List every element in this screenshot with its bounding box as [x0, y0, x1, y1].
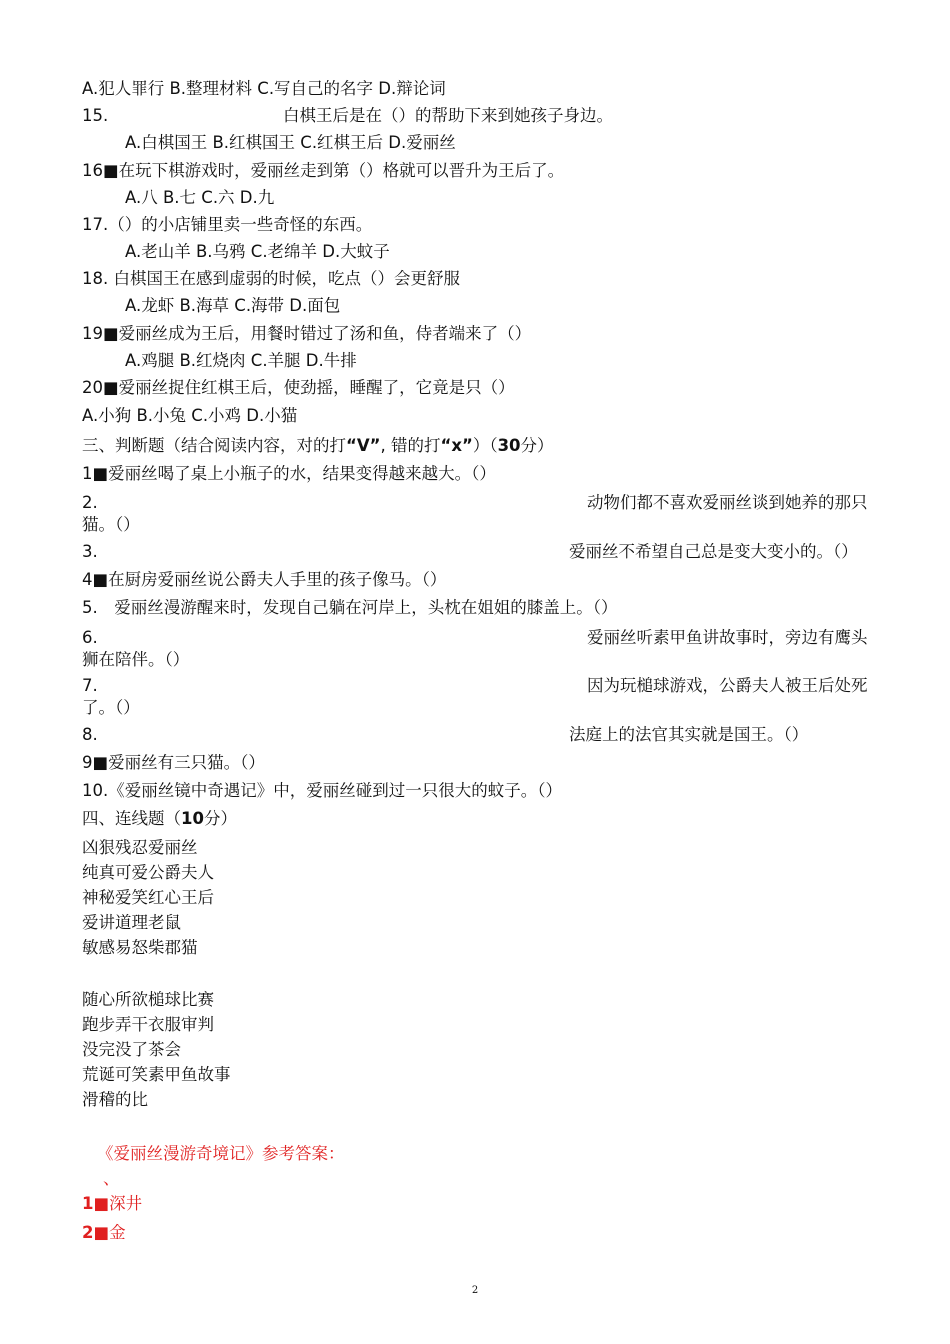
tf-item-6-number: 6. [82, 628, 98, 647]
match-right-item: 荒诞可笑素甲鱼故事 [82, 1065, 231, 1084]
question-17-text: 17.（）的小店铺里卖一些奇怪的东西。 [82, 215, 373, 234]
question-19-options: A.鸡腿 B.红烧肉 C.羊腿 D.牛排 [125, 351, 357, 370]
question-15-number: 15. [82, 106, 109, 125]
section-4-heading: 四、连线题（10分） [82, 809, 237, 828]
match-left-item: 神秘爱笑红心王后 [82, 888, 214, 907]
match-left-item: 凶狠残忍爱丽丝 [82, 838, 198, 857]
question-16-options: A.八 B.七 C.六 D.九 [125, 188, 275, 207]
answer-1: 1■深井 [82, 1194, 143, 1213]
tf-item-2-number: 2. [82, 493, 98, 512]
match-right-item: 没完没了茶会 [82, 1040, 181, 1059]
question-17-options: A.老山羊 B.乌鸦 C.老绵羊 D.大蚊子 [125, 242, 390, 261]
question-18-options: A.龙虾 B.海草 C.海带 D.面包 [125, 296, 341, 315]
tf-item-3-text: 爱丽丝不希望自己总是变大变小的。（） [569, 542, 858, 561]
tf-item-7-text: 因为玩槌球游戏，公爵夫人被王后处死 [587, 676, 868, 695]
question-19-text: 19■爱丽丝成为王后，用餐时错过了汤和鱼，侍者端来了（） [82, 324, 532, 343]
tf-item-2-text: 动物们都不喜欢爱丽丝谈到她养的那只 [587, 493, 868, 512]
answers-title: 《爱丽丝漫游奇境记》参考答案： [97, 1144, 345, 1163]
tf-item-6-text: 爱丽丝听素甲鱼讲故事时，旁边有鹰头 [587, 628, 868, 647]
page-number: 2 [471, 1285, 479, 1296]
match-right-item: 跑步弄干衣服审判 [82, 1015, 214, 1034]
question-20-options: A.小狗 B.小兔 C.小鸡 D.小猫 [82, 406, 298, 425]
answers-mark: 、 [103, 1169, 120, 1188]
tf-item-4: 4■在厨房爱丽丝说公爵夫人手里的孩子像马。（） [82, 570, 447, 589]
section-3-heading: 三、判断题（结合阅读内容，对的打“V”, 错的打“x”）（30分） [82, 436, 554, 455]
match-left-item: 纯真可爱公爵夫人 [82, 863, 214, 882]
tf-item-6-continuation: 狮在陪伴。（） [82, 650, 190, 669]
question-14-options: A.犯人罪行 B.整理材料 C.写自己的名字 D.辩论词 [82, 79, 446, 98]
tf-item-7-number: 7. [82, 676, 98, 695]
tf-item-10: 10.《爱丽丝镜中奇遇记》中，爱丽丝碰到过一只很大的蚊子。（） [82, 781, 562, 800]
answer-2: 2■金 [82, 1223, 126, 1242]
question-16-text: 16■在玩下棋游戏时，爱丽丝走到第（）格就可以晋升为王后了。 [82, 161, 565, 180]
question-15-options: A.白棋国王 B.红棋国王 C.红棋王后 D.爱丽丝 [125, 133, 456, 152]
match-right-item: 滑稽的比 [82, 1090, 148, 1109]
match-right-item: 随心所欲槌球比赛 [82, 990, 214, 1009]
tf-item-8-text: 法庭上的法官其实就是国王。（） [569, 725, 809, 744]
question-18-text: 18. 白棋国王在感到虚弱的时候，吃点（）会更舒服 [82, 269, 460, 288]
tf-item-2-continuation: 猫。（） [82, 515, 140, 534]
tf-item-7-continuation: 了。（） [82, 698, 140, 717]
tf-item-8-number: 8. [82, 725, 98, 744]
match-left-item: 敏感易怒柴郡猫 [82, 938, 198, 957]
question-15-text: 白棋王后是在（）的帮助下来到她孩子身边。 [283, 106, 613, 125]
tf-item-9: 9■爱丽丝有三只猫。（） [82, 753, 265, 772]
tf-item-3-number: 3. [82, 542, 98, 561]
tf-item-5: 5. 爱丽丝漫游醒来时，发现自己躺在河岸上，头枕在姐姐的膝盖上。（） [82, 598, 618, 617]
tf-item-1: 1■爱丽丝喝了桌上小瓶子的水，结果变得越来越大。（） [82, 464, 496, 483]
match-left-item: 爱讲道理老鼠 [82, 913, 181, 932]
question-20-text: 20■爱丽丝捉住红棋王后，使劲摇，睡醒了，它竟是只（） [82, 378, 515, 397]
